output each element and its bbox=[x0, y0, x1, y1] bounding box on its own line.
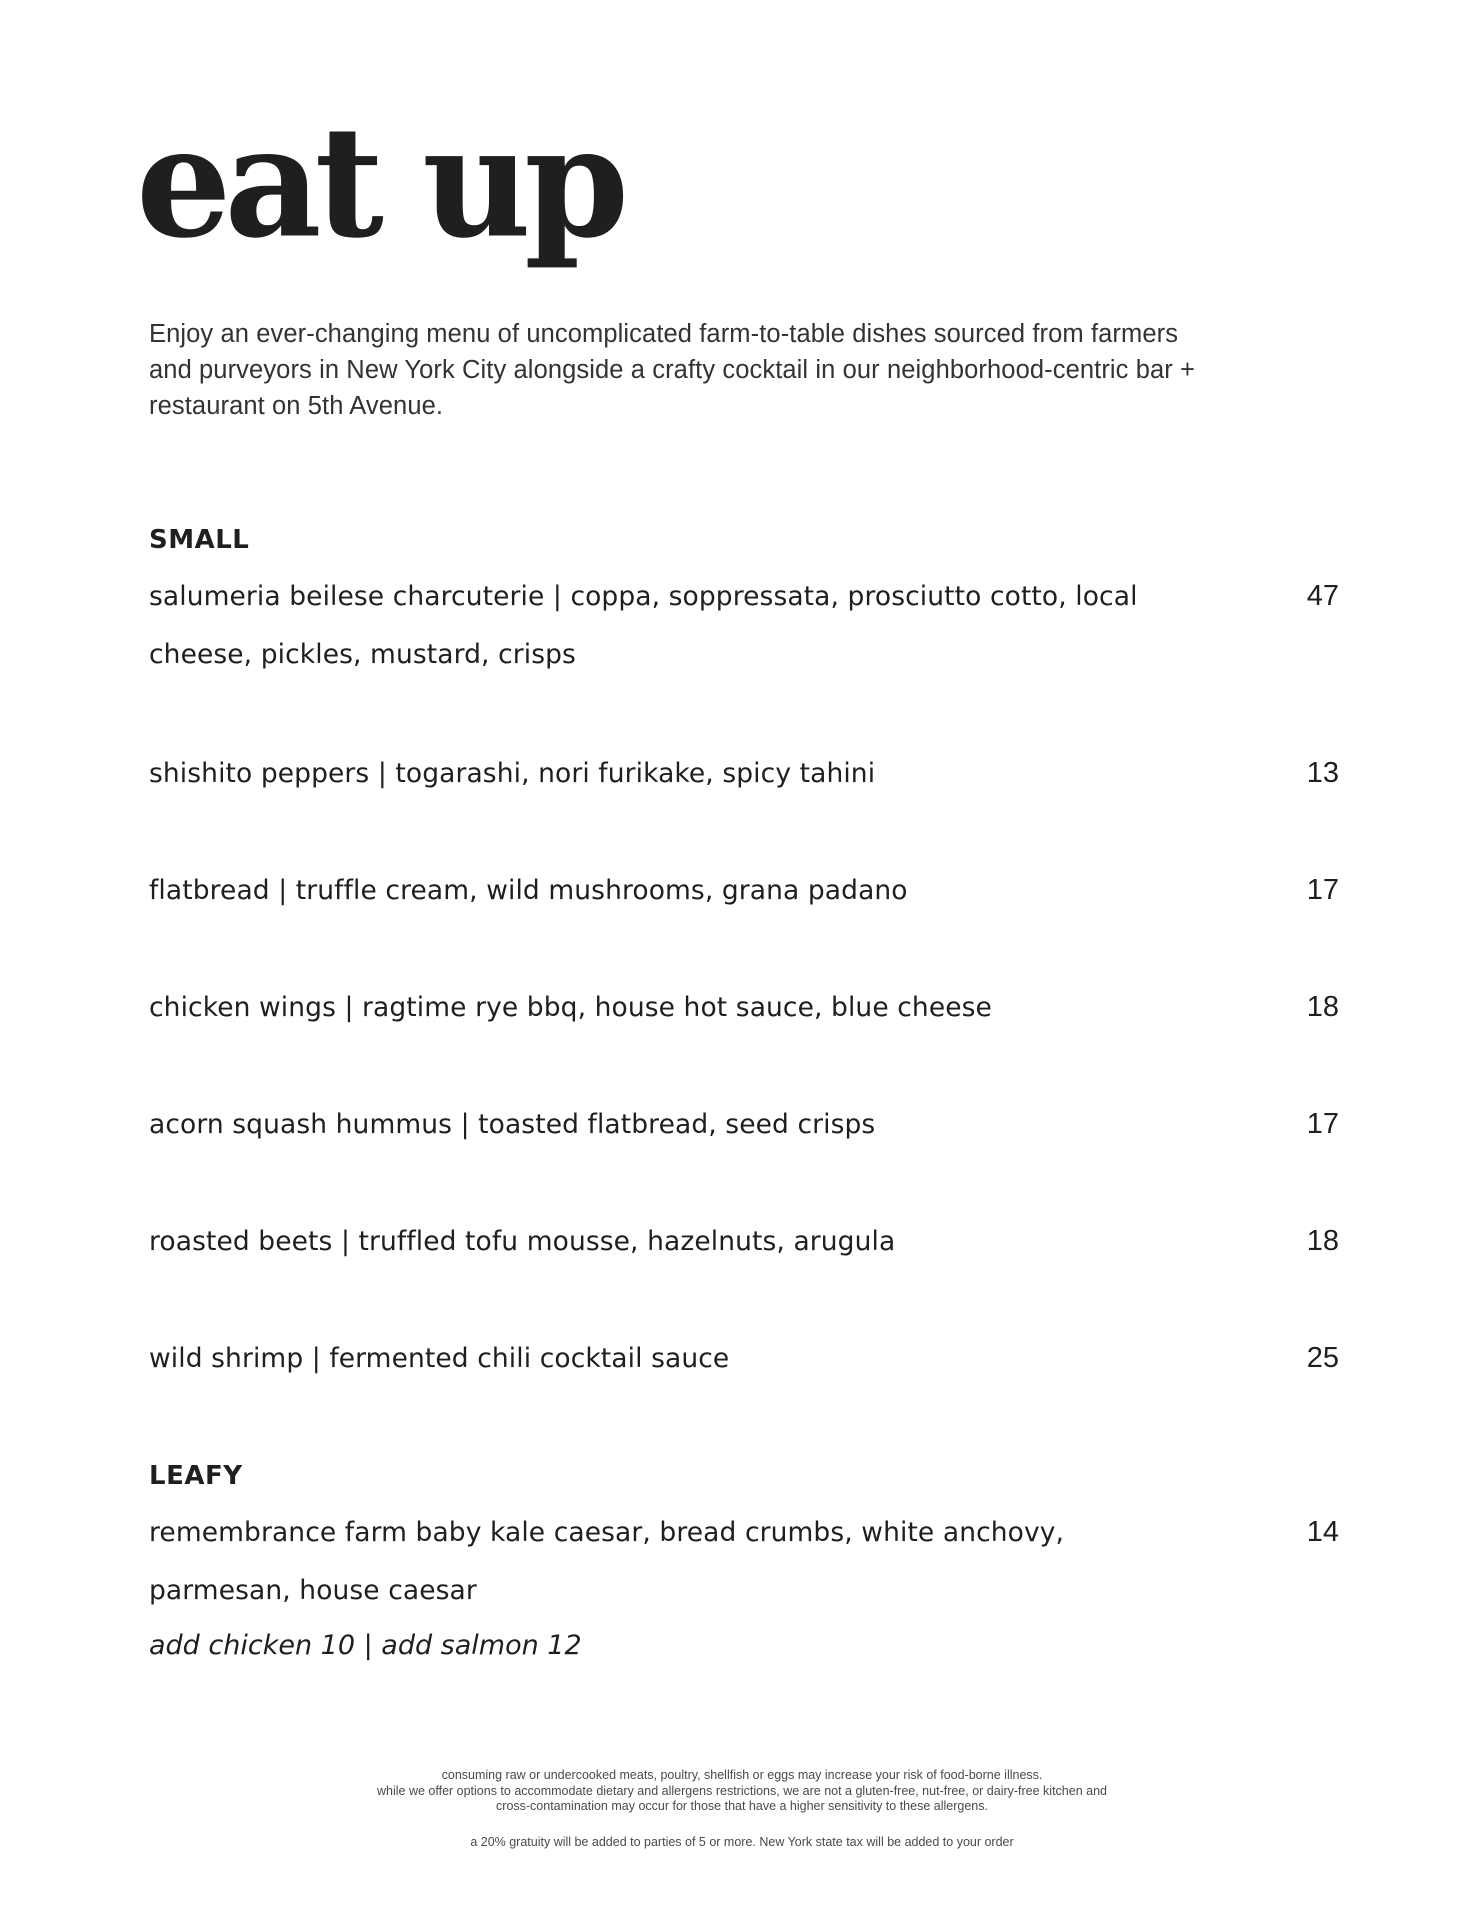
footer-gratuity bbox=[0, 1835, 1484, 1851]
menu-item-description: wild shrimp | fermented chili cocktail sauce bbox=[149, 1343, 730, 1374]
menu-item-price: 13 bbox=[1306, 757, 1339, 789]
section-title-leafy: LEAFY bbox=[149, 1461, 243, 1491]
menu-item-description: shishito peppers | togarashi, nori furikake, spicy tahini bbox=[149, 758, 876, 789]
menu-item-price: 14 bbox=[1306, 1516, 1339, 1548]
menu-item-description: salumeria beilese charcuterie | coppa, soppressata, prosciutto cotto, local cheese, pickles, mustard, crisps bbox=[149, 581, 1138, 670]
menu-item bbox=[149, 1213, 1339, 1283]
menu-item-price: 17 bbox=[1306, 1108, 1339, 1140]
menu-item bbox=[149, 745, 1339, 815]
menu-item-price: 25 bbox=[1306, 1342, 1339, 1374]
footer-gratuity-text: a 20% gratuity will be added to parties of 5 or more. New York state tax will be added to your order bbox=[470, 1835, 1014, 1849]
menu-item bbox=[149, 1330, 1339, 1400]
footer-line-1: consuming raw or undercooked meats, poultry, shellfish or eggs may increase your risk of food-borne illness. bbox=[441, 1768, 1043, 1782]
section-title-small: SMALL bbox=[149, 525, 250, 555]
footer-line-3: cross-contamination may occur for those that have a higher sensitivity to these allergens. bbox=[496, 1799, 988, 1813]
menu-item bbox=[149, 1096, 1339, 1166]
menu-item-description: roasted beets | truffled tofu mousse, hazelnuts, arugula bbox=[149, 1226, 896, 1257]
intro-text: Enjoy an ever-changing menu of uncomplicated farm-to-table dishes sourced from farmers and purveyors in New York City alongside a crafty cocktail in our neighborhood-centric bar + restaurant on 5th Avenue. bbox=[149, 320, 1196, 420]
menu-item-description: flatbread | truffle cream, wild mushrooms, grana padano bbox=[149, 875, 908, 906]
menu-item bbox=[149, 568, 1339, 670]
menu-item-price: 18 bbox=[1306, 1225, 1339, 1257]
menu-item-description: acorn squash hummus | toasted flatbread, seed crisps bbox=[149, 1109, 876, 1140]
footer-line-2: while we offer options to accommodate dietary and allergens restrictions, we are not a gluten-free, nut-free, or dairy-free kitchen and bbox=[376, 1783, 1107, 1798]
menu-item-description: remembrance farm baby kale caesar, bread crumbs, white anchovy, parmesan, house caesar bbox=[149, 1517, 1065, 1606]
menu-item-description: chicken wings | ragtime rye bbq, house hot sauce, blue cheese bbox=[149, 992, 992, 1023]
footer-notice bbox=[0, 1768, 1484, 1815]
menu-item bbox=[149, 979, 1339, 1049]
menu-item bbox=[149, 1504, 1339, 1606]
menu-item-price: 47 bbox=[1306, 580, 1339, 612]
page-title: eat up bbox=[136, 92, 623, 273]
menu-item bbox=[149, 862, 1339, 932]
menu-item-price: 17 bbox=[1306, 874, 1339, 906]
menu-addon-options: add chicken 10 | add salmon 12 bbox=[149, 1630, 582, 1661]
menu-item-price: 18 bbox=[1306, 991, 1339, 1023]
